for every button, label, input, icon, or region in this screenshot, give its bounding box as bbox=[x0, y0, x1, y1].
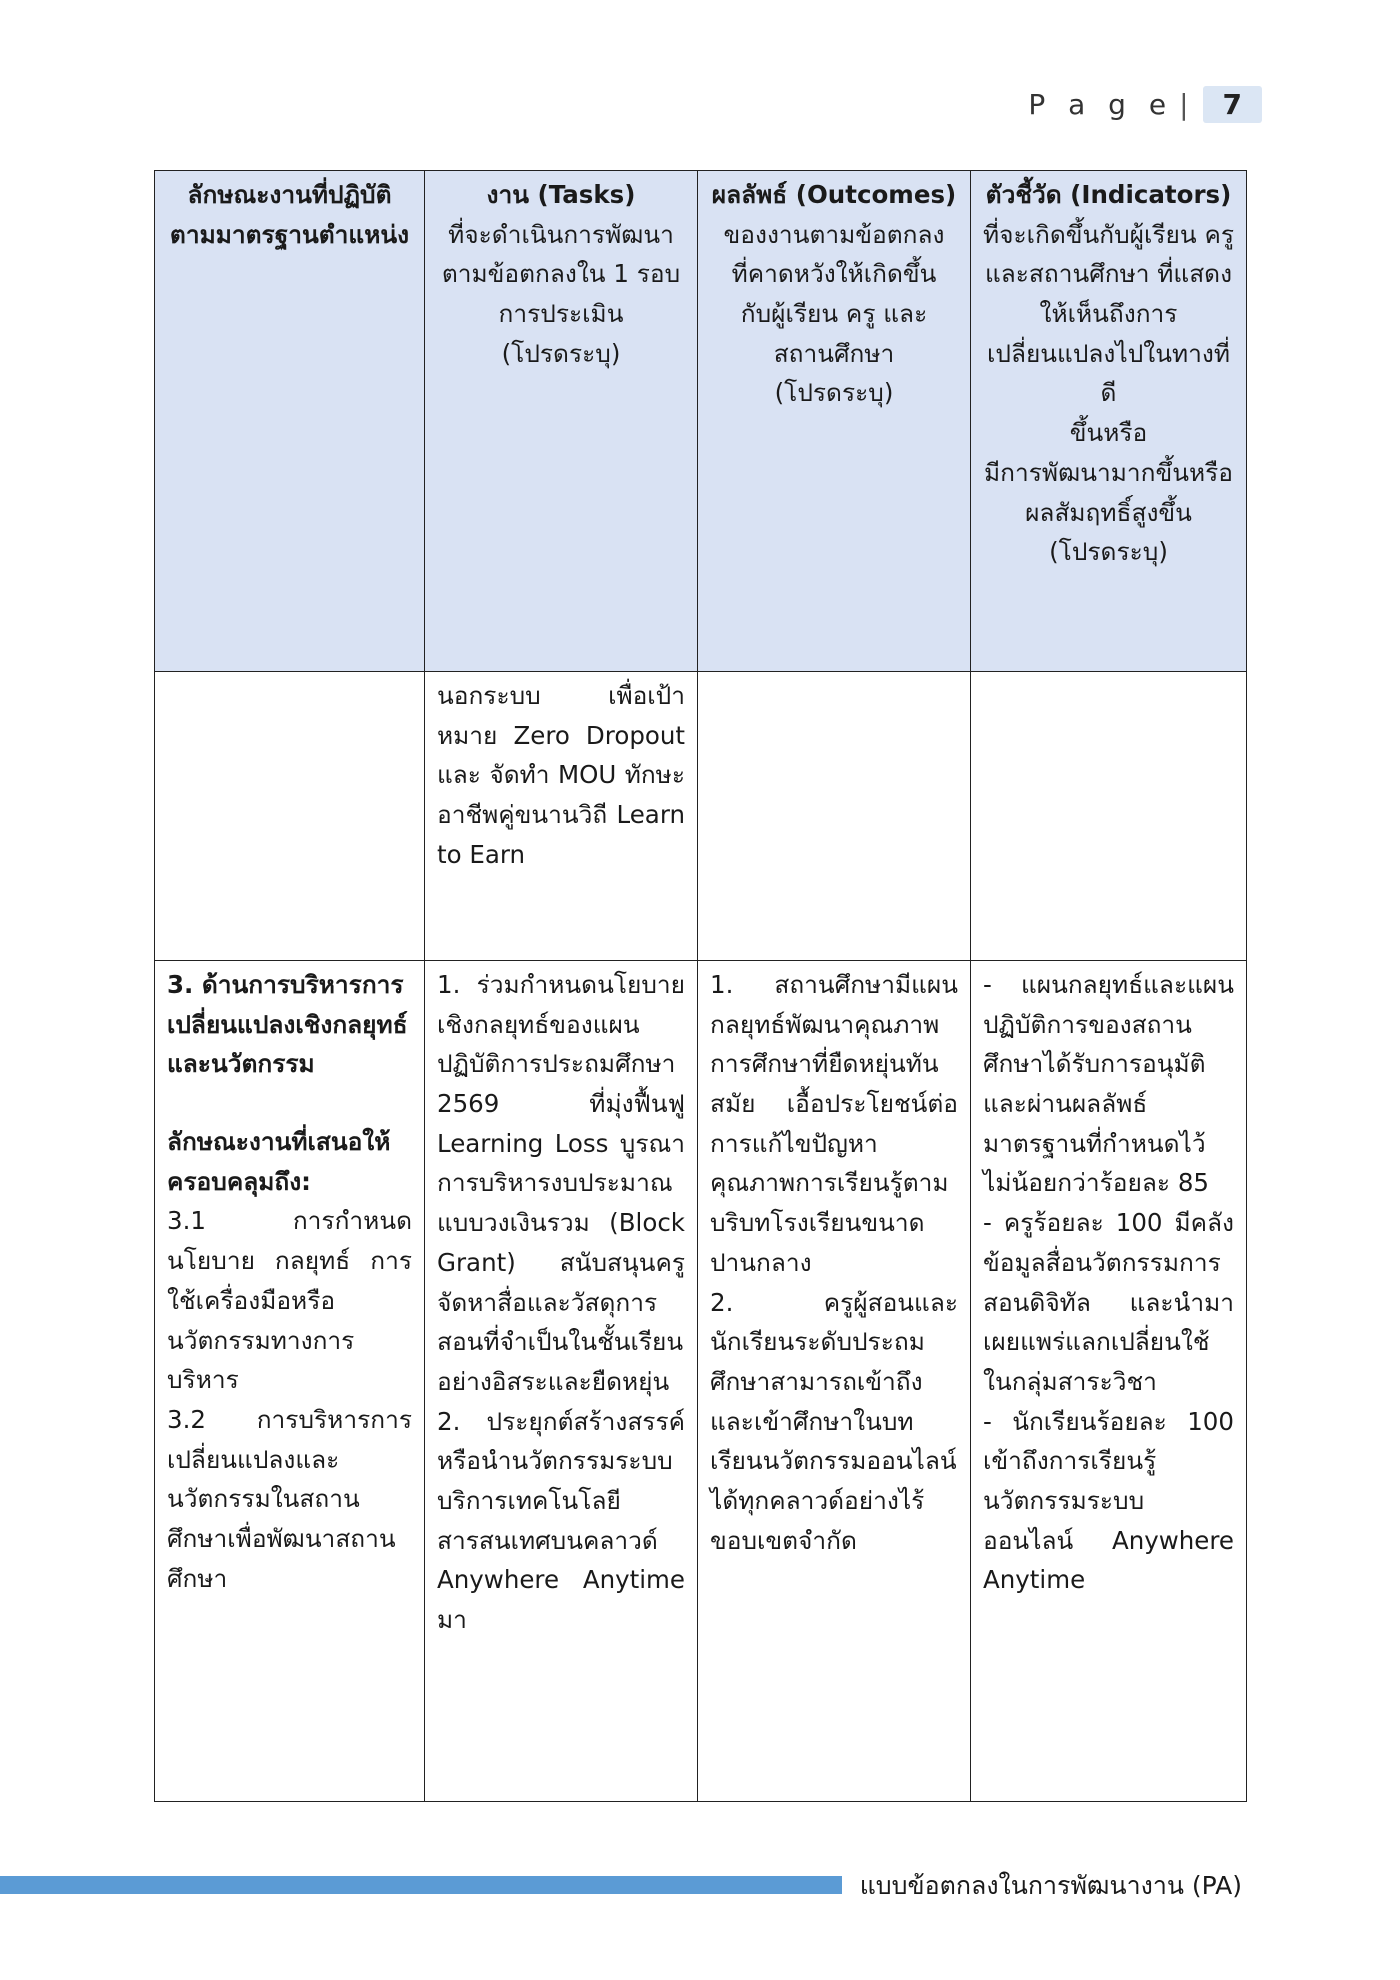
header-cell-indicators bbox=[971, 171, 1247, 672]
header-title-line: ตามมาตรฐานตำแหน่ง bbox=[169, 219, 410, 249]
page-separator: | bbox=[1179, 88, 1189, 121]
header-sub-line: ตามข้อตกลงใน 1 รอบ bbox=[441, 259, 681, 289]
header-sub-line: กับผู้เรียน ครู และ bbox=[740, 299, 928, 329]
page-label: P a g e bbox=[1028, 88, 1174, 121]
cell-standard bbox=[155, 672, 425, 961]
header-title-line: งาน (Tasks) bbox=[486, 180, 636, 209]
cell-outcomes bbox=[698, 672, 971, 961]
table-row-strategic-change bbox=[155, 961, 1247, 1802]
header-sub-line: ให้เห็นถึงการ bbox=[1039, 299, 1178, 329]
cell-standard bbox=[155, 961, 425, 1802]
header-sub-line: ที่คาดหวังให้เกิดขึ้น bbox=[731, 259, 937, 289]
footer-title: แบบข้อตกลงในการพัฒนางาน (PA) bbox=[859, 1871, 1242, 1900]
spacer bbox=[167, 1084, 412, 1122]
outcome-item: 1. สถานศึกษามีแผนกลยุทธ์พัฒนาคุณภาพการศึกษาที่ยืดหยุ่นทันสมัย เอื้อประโยชน์ต่อการแก้ไขปัญหาคุณภาพการเรียนรู้ตามบริบทโรงเรียนขนาดปานกลาง bbox=[710, 970, 958, 1277]
indicator-item: - นักเรียนร้อยละ 100 เข้าถึงการเรียนรู้นวัตกรรมระบบออนไลน์ Anywhere Anytime bbox=[983, 1406, 1234, 1595]
section-item: 3.1 การกำหนดนโยบาย กลยุทธ์ การใช้เครื่องมือหรือนวัตกรรมทางการบริหาร bbox=[167, 1206, 412, 1395]
header-title-line: ตัวชี้วัด (Indicators) bbox=[985, 180, 1232, 209]
header-sub-line: เปลี่ยนแปลงไปในทางที่ดี bbox=[987, 338, 1230, 408]
header-sub-line: การประเมิน bbox=[498, 299, 624, 329]
header-sub-line: ขึ้นหรือ bbox=[1069, 418, 1148, 448]
cell-indicators bbox=[971, 961, 1247, 1802]
cell-outcomes bbox=[698, 961, 971, 1802]
table-row-continuation bbox=[155, 672, 1247, 961]
header-sub-line: (โปรดระบุ) bbox=[774, 378, 894, 408]
cell-indicators bbox=[971, 672, 1247, 961]
header-sub-line: (โปรดระบุ) bbox=[1049, 537, 1168, 567]
cell-tasks bbox=[425, 961, 698, 1802]
indicator-item: - ครูร้อยละ 100 มีคลังข้อมูลสื่อนวัตกรรมการสอนดิจิทัล และนำมาเผยแพร่แลกเปลี่ยนใช้ในกลุ่มสาระวิชา bbox=[983, 1208, 1234, 1396]
page-number: 7 bbox=[1203, 86, 1262, 123]
header-sub-line: สถานศึกษา bbox=[773, 338, 895, 368]
section-item: 3.2 การบริหารการเปลี่ยนแปลงและนวัตกรรมในสถานศึกษาเพื่อพัฒนาสถานศึกษา bbox=[167, 1404, 412, 1593]
header-title-line: ผลลัพธ์ (Outcomes) bbox=[711, 180, 957, 209]
task-item: 1. ร่วมกำหนดนโยบายเชิงกลยุทธ์ของแผนปฏิบัติการประถมศึกษา 2569 ที่มุ่งฟื้นฟู Learning Loss บูรณาการบริหารงบประมาณแบบวงเงินรวม (Block Grant) สนับสนุนครูจัดหาสื่อและวัสดุการสอนที่จำเป็นในชั้นเรียนอย่างอิสระและยืดหยุ่น bbox=[437, 970, 685, 1396]
footer-accent-bar bbox=[0, 1876, 842, 1894]
indicator-item: - แผนกลยุทธ์และแผนปฏิบัติการของสถานศึกษาได้รับการอนุมัติ และผ่านผลลัพธ์มาตรฐานที่กำหนดไว้ไม่น้อยกว่าร้อยละ 85 bbox=[983, 970, 1234, 1198]
header-cell-outcomes bbox=[698, 171, 971, 672]
header-sub-line: ผลสัมฤทธิ์สูงขึ้น bbox=[1025, 497, 1192, 527]
header-sub-line: ที่จะดำเนินการพัฒนา bbox=[448, 219, 674, 249]
header-cell-tasks bbox=[425, 171, 698, 672]
header-sub-line: และสถานศึกษา ที่แสดง bbox=[984, 259, 1233, 289]
section-subtitle: ลักษณะงานที่เสนอให้ครอบคลุมถึง: bbox=[167, 1127, 391, 1196]
header-sub-line: ของงานตามข้อตกลง bbox=[723, 219, 945, 249]
header-sub-line: ที่จะเกิดขึ้นกับผู้เรียน ครู bbox=[983, 219, 1234, 249]
cell-tasks: นอกระบบ เพื่อเป้าหมาย Zero Dropout และ จัดทำ MOU ทักษะอาชีพคู่ขนานวิถี Learn to Earn bbox=[425, 672, 698, 961]
header-title-line: ลักษณะงานที่ปฏิบัติ bbox=[187, 180, 392, 209]
outcome-item: 2. ครูผู้สอนและนักเรียนระดับประถมศึกษาสามารถเข้าถึงและเข้าศึกษาในบทเรียนนวัตกรรมออนไลน์ได้ทุกคลาวด์อย่างไร้ขอบเขตจำกัด bbox=[710, 1287, 958, 1555]
section-title: 3. ด้านการบริหารการเปลี่ยนแปลงเชิงกลยุทธ์และนวัตกรรม bbox=[167, 970, 408, 1079]
page-header bbox=[1028, 86, 1262, 123]
task-item: 2. ประยุกต์สร้างสรรค์หรือนำนวัตกรรมระบบบริการเทคโนโลยีสารสนเทศบนคลาวด์ Anywhere Anytime มา bbox=[437, 1406, 685, 1634]
pa-agreement-table bbox=[154, 170, 1247, 1802]
header-sub-line: (โปรดระบุ) bbox=[501, 338, 621, 368]
table-header-row bbox=[155, 171, 1247, 672]
header-sub-line: มีการพัฒนามากขึ้นหรือ bbox=[984, 457, 1233, 487]
header-cell-standard bbox=[155, 171, 425, 672]
